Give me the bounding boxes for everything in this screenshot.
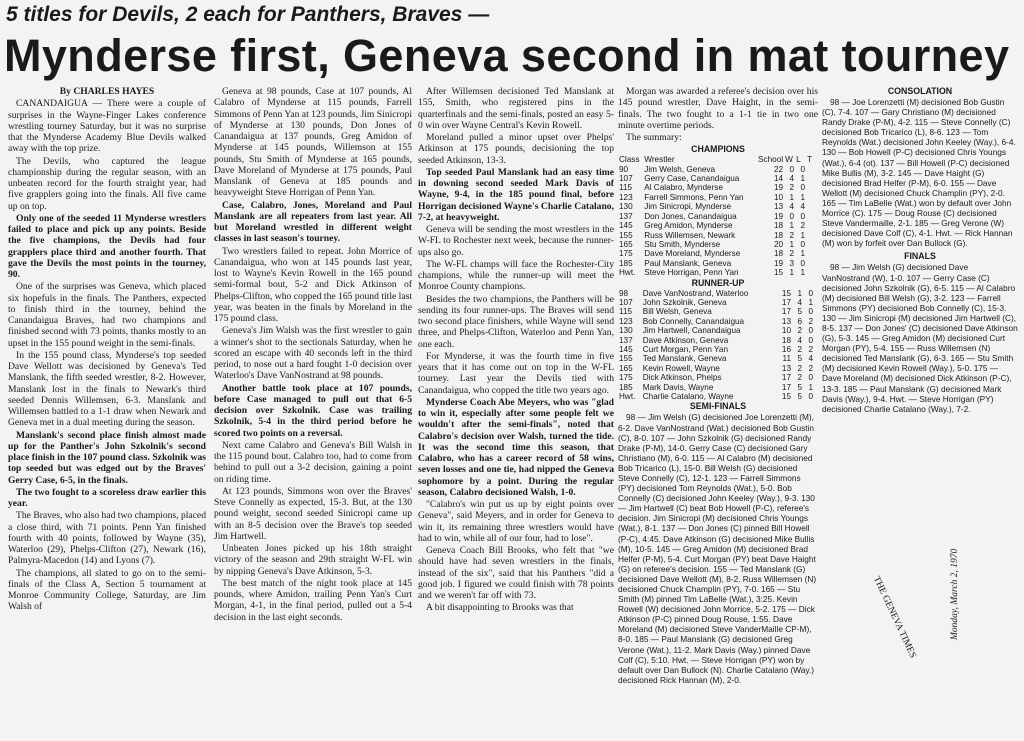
wins-cell: 10	[773, 192, 784, 202]
article-paragraph: The W-FL champs will face the Rochester-City champions, while the runner-up will meet the Monroe County champions.	[418, 258, 614, 293]
weight-class-cell: 137	[619, 335, 633, 345]
wrestler-school-cell: Jim Sinicropi, Mynderse	[644, 202, 732, 212]
weight-class-cell: 123	[619, 192, 633, 202]
losses-cell: 2	[789, 230, 795, 240]
wrestler-school-cell: Greg Amidon, Mynderse	[644, 221, 733, 231]
article-paragraph: Besides the two champions, the Panthers will be sending its four runner-ups. The Braves will send two second place finishers, while Wayne will send three, and Phelps-Clifton, Waterloo and Penn Yan, one each.	[418, 293, 614, 350]
article-paragraph: The summary:	[626, 132, 682, 143]
wins-cell: 18	[773, 221, 784, 231]
article-paragraph: Morgan was awarded a referee's decision over his 145 pound wrestler, Dave Haight, in the semi-finals. The two fought to a 1-1 tie in two one minute overtime periods.	[618, 86, 818, 131]
wrestler-school-cell: Curt Morgan, Penn Yan	[642, 344, 729, 354]
weight-class-cell: 115	[619, 307, 633, 317]
wins-cell: 17	[781, 297, 791, 307]
champions-heading: CHAMPIONS	[691, 144, 745, 155]
losses-cell: 1	[789, 268, 795, 278]
table-row	[618, 202, 814, 211]
ties-cell: 0	[808, 335, 813, 345]
table-row	[618, 249, 814, 258]
champions-table	[618, 155, 814, 277]
article-paragraph: Top seeded Paul Manslank had an easy time in downing second seeded Mark Davis of Wayne, 9-4, in the 185 pound final, before Horrigan decisioned Wayne's Charlie Catalano, 7-2, at heavyweight.	[418, 166, 614, 223]
wins-cell: 13	[781, 316, 791, 326]
ties-cell: 0	[808, 373, 813, 383]
wrestler-school-cell: Bill Welsh, Geneva	[642, 307, 712, 317]
ties-cell: 4	[808, 354, 813, 364]
losses-cell: 4	[789, 202, 795, 212]
weight-class-cell: 145	[619, 344, 633, 354]
summary-column	[618, 86, 818, 736]
table-row	[618, 354, 814, 363]
article-column-2	[214, 86, 412, 736]
results-column	[822, 86, 1018, 736]
article-paragraph: Manslank's second place finish almost made up for the Panther's John Szkolnik's second place finish in the 107 pound class. Szkolnik was top seeded but was edged out by the Braves' Gerry Case, 6-5, in the finals.	[8, 429, 206, 486]
wrestler-school-cell: Russ Willemsen, Newark	[644, 230, 736, 240]
ties-cell: 2	[800, 221, 806, 231]
weight-class-cell: 130	[619, 202, 633, 212]
table-row	[618, 174, 814, 183]
wrestler-school-cell: Jim Welsh, Geneva	[644, 164, 716, 174]
table-row	[618, 392, 814, 401]
table-row	[618, 193, 814, 202]
article-paragraph: Next came Calabro and Geneva's Bill Walsh in the 115 pound bout. Calabro too, had to come from behind to pull out a 3-2 decision, gaining a point on riding time.	[214, 439, 412, 485]
ties-cell: 1	[800, 192, 806, 202]
weight-class-cell: 145	[619, 221, 633, 231]
weight-class-cell: 155	[619, 230, 633, 240]
wrestler-school-cell: Charlie Catalano, Wayne	[642, 392, 734, 401]
losses-cell: 2	[797, 373, 802, 383]
weight-class-cell: 165	[619, 239, 633, 249]
wins-cell: 13	[773, 202, 784, 212]
wins-cell: 15	[781, 392, 791, 401]
wins-cell: 15	[773, 268, 784, 278]
losses-cell: 1	[789, 221, 795, 231]
losses-cell: 5	[797, 382, 802, 392]
article-paragraph: The Devils, who captured the league championship during the regular season, with an unbeaten record for the fourth straight year, had five grapplers going into the finals. All five came up on top.	[8, 155, 206, 212]
runnerup-table	[618, 289, 814, 402]
ties-cell: 0	[808, 392, 813, 401]
semifinals-heading: SEMI-FINALS	[689, 401, 747, 412]
article-column-1	[8, 86, 206, 736]
losses-cell: 2	[797, 344, 802, 354]
losses-cell: 4	[797, 297, 802, 307]
article-paragraph: After Willemsen decisioned Ted Manslank at 155, Smith, who registered pins in the quarterfinals and the semi-finals, posted an easy 5-0 win over Wayne Central's Kevin Rowell.	[418, 86, 614, 131]
ties-cell: 1	[800, 174, 806, 184]
finals-results: 98 — Jim Welsh (G) decisioned Dave VanNostrand (W), 1-0. 107 — Gerry Case (C) decisioned John Szkolnik (G), 6-5. 115 — Al Calabro (M) decisioned Bill Welsh (G), 3-2. 123 — Farrell Simmons (PY) decisioned Bob Connelly (C), 15-3. 130 — Jim Sinicropi (M) decisioned Jim Hartwell (C), 8-5. 137 — Don Jones' (C) decisioned Dave Atkinson (G), 5-3. 145 — Greg Amidon (M) decisioned Curt Morgan (PY), 5-4. 155 — Russ Willemsen (N) decisioned Ted Manslank (G), 6-3. 165 — Stu Smith (M) decisioned Kevin Rowell (Way.), 5-0. 175 — Dave Moreland (M) decisioned Dick Atkinson (P-C), 13-3. 185 — Paul Manslank (G) decisioned Mark Davis (Way.), 9-4. Hwt. — Steve Horrigan (PY) decisioned Charlie Catalano (Way.), 7-2.	[822, 262, 1018, 414]
table-row	[618, 183, 814, 192]
article-paragraph: The two fought to a scoreless draw earlier this year.	[8, 486, 206, 509]
weight-class-cell: 175	[619, 373, 633, 383]
wins-cell: 18	[773, 249, 784, 259]
wins-cell: 10	[781, 326, 791, 336]
article-paragraph: At 123 pounds, Simmons won over the Braves' Steve Connelly as expected, 15-3. But, at the 130 pound weight, second seeded Sinicropi came up with an 8-5 decision over the Brave's top seeded Jim Hartwell.	[214, 485, 412, 542]
losses-cell: 3	[789, 258, 795, 268]
table-row	[618, 231, 814, 240]
wins-cell: 19	[773, 183, 784, 193]
ties-cell: 4	[800, 202, 806, 212]
wrestler-school-cell: John Szkolnik, Geneva	[642, 297, 727, 307]
ties-cell: 1	[800, 268, 806, 278]
ties-cell: 1	[808, 297, 813, 307]
kicker-headline: 5 titles for Devils, 2 each for Panthers, Braves —	[6, 3, 490, 26]
table-row	[618, 259, 814, 268]
wins-cell: 17	[781, 382, 791, 392]
ties-cell: 0	[800, 239, 806, 249]
losses-cell: 5	[797, 392, 802, 401]
ties-cell: 2	[808, 363, 813, 373]
header-l: L	[796, 155, 801, 165]
losses-cell: 2	[789, 183, 795, 193]
wrestler-school-cell: Paul Manslank, Geneva	[644, 258, 732, 268]
ties-cell: 0	[800, 164, 806, 174]
article-paragraph: In the 155 pound class, Mynderse's top seeded Dave Wellott was decisioned by Geneva's Ted Manslank, the fifth seeded wrestler, 8-2. However, Manslank lost in the finals to Newark's third seeded Dennis Willemsen, 6-3. Manslank and Willemsen battled to a 1-1 draw when Newark and Geneva met in a dual meeting during the season.	[8, 349, 206, 429]
ties-cell: 2	[808, 344, 813, 354]
wins-cell: 19	[773, 258, 784, 268]
wrestler-school-cell: Don Jones, Canandaigua	[644, 211, 737, 221]
article-paragraph: Another battle took place at 107 pounds, before Case managed to pull out that 6-5 decision over Szkolnik. Case was trailing Szkolnik, 5-4 in the third period before he scored two points on a reversal.	[214, 382, 412, 439]
table-row	[618, 307, 814, 316]
consolation-results: 98 — Joe Lorenzetti (M) decisioned Bob Gustin (C), 7-4. 107 — Gary Christiano (M) decisioned Randy Drake (P-M), 4-2. 115 — Steve Connelly (C) decisioned Bob Tricarico (L), 8-6. 123 — Tom Reynolds (Wat.) decisioned John Keeley (Way.), 6-4. 130 — Bob Howell (P-C) decisioned Chris Youngs (Wat.), 6-4 (ot). 137 — Bill Howell (P-C) decisioned Mike Bullis (M), 3-2. 145 — Dave Haight (G) decisioned Brad Helfer (P-M), 6-0. 155 — Dave Wellott (M) decisioned Chuck Champlin (PY), 2-0. 165 — Tim LaBelle (Wat.) won by default over John Morrice (C). 175 — Doug Rouse (C) decisioned Steve Vandermaille, 2-1. 185 — Greg Verone (W) decisioned Dave Colf (C), 4-1. Hwt. — Rick Hannan (M) won by forfeit over Dan Bullock (G).	[822, 97, 1016, 249]
wins-cell: 11	[782, 354, 791, 364]
ties-cell: 0	[800, 211, 806, 221]
losses-cell: 1	[789, 239, 795, 249]
losses-cell: 1	[789, 192, 795, 202]
wrestler-school-cell: Dave VanNostrand, Waterloo	[642, 288, 749, 298]
ties-cell: 1	[800, 230, 806, 240]
wrestler-school-cell: Bob Connelly, Canandaigua	[642, 316, 745, 326]
weight-class-cell: 107	[619, 174, 633, 184]
losses-cell: 4	[797, 335, 802, 345]
losses-cell: 5	[797, 354, 802, 364]
losses-cell: 4	[789, 174, 795, 184]
wrestler-school-cell: Dick Atkinson, Phelps	[642, 373, 722, 383]
ties-cell: 1	[808, 382, 813, 392]
table-row	[618, 240, 814, 249]
losses-cell: 2	[797, 363, 802, 373]
semifinals-results: 98 — Jim Welsh (G) decisioned Joe Lorenzetti (M), 6-2. Dave VanNostrand (Wat.) decisioned Bob Gustin (C), 8-0. 107 — John Szkolnik (G) decisioned Randy Drake (P-M), 14-0. Gerry Case (C) decisioned Gary Christiano (M), 6-0. 115 — Al Calabro (M) decisioned Bob Tricarico (L), 15-0. Bill Welsh (G) decisioned Steve Connelly (C), 12-1. 123 — Farrell Simmons (PY) decisioned Tom Reynolds (Wat.), 5-0. Bob Connelly (C) decisioned John Keeley (Way.), 9-3. 130 — Jim Hartwell (C) beat Bob Howell (P-C), referee's decision. Jim Sinicropi (M) decisioned Chris Youngs (Wat.), 8-1. 137 — Don Jones (C) pinned Bill Howell (P-C), 4:45. Dave Atkinson (G) decisioned Mike Bullis (M), 10-5. 145 — Greg Amidon (M) decisioned Brad Helfer (P-M), 5-4. Curt Morgan (PY) beat Dave Haight (G) on referee's decision. 155 — Ted Manslank (G) decisioned Dave Wellott (M), 8-2. Russ Willemsen (N) decisioned Chuck Champlin (PY), 7-0. 165 — Stu Smith (M) pinned Tim LaBelle (Wat.), 3:25. Kevin Rowell (W) decisioned John Morrice, 5-2. 175 — Dick Atkinson (P-C) pinned Doug Rouse, 1:55. Dave Moreland (M) decisioned Steve VanderMaille CP-M), 8-0. 185 — Paul Manslank (G) decisioned Greg Verone (Wat.), 11-2. Mark Davis (Way.) pinned Dave Colf (C), 5:10. Hwt. — Steve Horrigan (PY) won by default over Dan Bullock (N). Charlie Catalano (Way.) decisioned Rick Hannan (M), 2-0.	[618, 412, 817, 685]
wrestler-school-cell: Al Calabro, Mynderse	[644, 183, 723, 193]
weight-class-cell: 185	[619, 382, 633, 392]
article-paragraph: Only one of the seeded 11 Mynderse wrestlers failed to place and pick up any points. Beside the five champions, the Devils had four grapplers place third and another fourth. That gave the Devils the most points in the tourney, 90.	[8, 212, 206, 280]
article-paragraph: For Mynderse, it was the fourth time in five years that it has come out on top in the W-FL tourney. Last year the Devils tied with Canandaigua, who copped the title two years ago.	[418, 350, 614, 396]
wrestler-school-cell: Jim Hartwell, Canandaigua	[642, 326, 741, 336]
wins-cell: 14	[773, 174, 784, 184]
article-paragraph: Geneva will be sending the most wrestlers in the W-FL to Rochester next week, because the runner-ups also go.	[418, 224, 614, 258]
wrestler-school-cell: Dave Atkinson, Geneva	[642, 335, 729, 345]
article-paragraph: Geneva's Jim Walsh was the first wrestler to gain a winner's shot to the sectionals Saturday, when he scored an escape with 40 seconds left in the third period, to nose out a hard fought 1-0 decision over Waterloo's Dave VanNostrand at 98 pounds.	[214, 325, 412, 382]
header-w: W	[785, 155, 793, 165]
table-row	[618, 364, 814, 373]
weight-class-cell: 137	[619, 211, 633, 221]
main-headline: Mynderse first, Geneva second in mat tourney	[4, 30, 1010, 81]
table-row	[618, 268, 814, 277]
article-paragraph: The champions, all slated to go on to the semi-finals of the Class A, Section 5 tournament at Monroe Community College, Saturday, are Jim Walsh of	[8, 567, 206, 613]
article-paragraph: The best match of the night took place at 145 pounds, where Amidon, trailing Penn Yan's Curt Morgan, 4-1, in the final period, pulled out a 5-4 decision in the last eight seconds.	[214, 577, 412, 623]
source-stamp: THE GENEVA TIMES	[870, 575, 918, 660]
finals-heading: FINALS	[904, 251, 936, 262]
ties-cell: 1	[800, 249, 806, 259]
article-paragraph: Moreland pulled a minor upset over Phelps' Atkinson at 175 pounds, decisioning the top seeded Atkinson, 13-3.	[418, 132, 614, 166]
wins-cell: 18	[773, 230, 784, 240]
losses-cell: 2	[797, 326, 802, 336]
article-paragraph: Unbeaten Jones picked up his 18th straight victory of the season and 29th straight W-FL win by nipping Geneva's Dave Atkinson, 5-3.	[214, 543, 412, 577]
article-paragraph: A bit disappointing to Brooks was that	[426, 602, 574, 614]
table-row	[618, 345, 814, 354]
table-row	[618, 383, 814, 392]
header-class: Class	[619, 155, 640, 165]
table-header-row	[618, 155, 814, 164]
article-paragraph: One of the surprises was Geneva, which placed six hopefuls in the finals. The Panthers, expected to finish third in the tourney, behind the Canandaigua Braves, had two champions and finished second with 73 points, thanks mostly to an upset in the 155 pound weight in the semi-finals.	[8, 281, 206, 349]
ties-cell: 0	[800, 183, 806, 193]
article-column-3	[418, 86, 614, 736]
wrestler-school-cell: Dave Moreland, Mynderse	[644, 249, 741, 259]
ties-cell: 0	[808, 288, 813, 298]
weight-class-cell: 130	[619, 326, 633, 336]
wins-cell: 13	[781, 363, 791, 373]
wrestler-school-cell: Mark Davis, Wayne	[642, 382, 714, 392]
wrestler-school-cell: Steve Horrigan, Penn Yan	[644, 268, 739, 278]
header-wrestler: Wrestler	[644, 155, 675, 165]
losses-cell: 5	[797, 307, 802, 317]
weight-class-cell: 185	[619, 258, 633, 268]
date-stamp: Monday, March 2, 1970	[950, 548, 960, 640]
losses-cell: 0	[789, 211, 795, 221]
article-paragraph: Two wrestlers failed to repeat. John Morrice of Canandaigua, who won at 145 pounds last year, lost to Wayne's Kevin Rowell in the 165 pound semi-formal bout, 5-2 and Dick Atkinson of Phelps-Clifton, who copped the 165 pound title last year, was beaten in the finals by Moreland in the 175 pound class.	[214, 245, 412, 324]
wins-cell: 18	[781, 335, 791, 345]
table-row	[618, 221, 814, 230]
table-row	[618, 317, 814, 326]
wrestler-school-cell: Ted Manslank, Geneva	[642, 354, 727, 364]
table-row	[618, 336, 814, 345]
table-row	[618, 289, 814, 298]
table-row	[618, 326, 814, 335]
wins-cell: 15	[781, 288, 791, 298]
losses-cell: 1	[797, 288, 802, 298]
wins-cell: 17	[781, 373, 791, 383]
weight-class-cell: 155	[619, 354, 633, 364]
header-school: School	[758, 155, 784, 165]
weight-class-cell: 90	[619, 164, 629, 174]
runnerup-heading: RUNNER-UP	[691, 277, 745, 288]
header-t: T	[807, 155, 813, 165]
weight-class-cell: 175	[619, 249, 633, 259]
ties-cell: 2	[808, 316, 813, 326]
article-paragraph: Mynderse Coach Abe Meyers, who was "glad to win it, especially after some people felt we wouldn't after the semi-finals", noted that Calabro's decision over Walsh, turned the tide. It was the second time this season, that Calabro, who has a career record of 58 wins, seven losses and one tie, had nipped the Geneva sophomore by a point. During the regular season, Calabro decisioned Walsh, 1-0.	[418, 396, 614, 498]
weight-class-cell: 123	[619, 316, 633, 326]
losses-cell: 2	[789, 249, 795, 259]
table-row	[618, 298, 814, 307]
weight-class-cell: 107	[619, 297, 633, 307]
article-paragraph: Geneva Coach Bill Brooks, who felt that "we should have had seven wrestlers in the finals, instead of the six", said that his Panthers "did a good job. I figured we could finish with 78 points and we weren't far off with 73.	[418, 545, 614, 601]
article-paragraph: "Calabro's win put us up by eight points over Geneva", said Meyers, and in order for Geneva to win it, its remaining three wrestlers would have had to win, while all of our four, had to lose".	[418, 499, 614, 544]
article-paragraph: The Braves, who also had two champions, placed a close third, with 71 points. Penn Yan finished fourth with 40 points, followed by Wayne (35), Waterloo (29), Phelps-Clifton (27), Newark (16), Palmyra-Macedon (14) and Lyons (7).	[8, 510, 206, 567]
wrestler-school-cell: Kevin Rowell, Wayne	[642, 363, 720, 373]
wins-cell: 20	[773, 239, 784, 249]
wrestler-school-cell: Gerry Case, Canandaigua	[644, 174, 740, 184]
ties-cell: 0	[800, 258, 806, 268]
table-row	[618, 373, 814, 382]
wrestler-school-cell: Stu Smith, Mynderse	[644, 239, 721, 249]
losses-cell: 0	[789, 164, 795, 174]
article-paragraph: Case, Calabro, Jones, Moreland and Paul Manslank are all repeaters from last year. All but Moreland wrestled in different weight classes in last season's tourney.	[214, 199, 412, 245]
ties-cell: 0	[808, 326, 813, 336]
article-paragraph: Geneva at 98 pounds, Case at 107 pounds, Al Calabro of Mynderse at 115 pounds, Farrell Simmons of Penn Yan at 123 pounds, Jim Sinicropi of Mynderse at 130 pounds, Don Jones of Canandaigua at 137 pounds, Greg Amidon of Mynderse at 145 pounds, Willemson at 155 pounds, Stu Smith of Mynderse at 165 pounds, Dave Moreland of Mynderse at 175 pounds, Paul Manslank of Geneva at 185 pounds and heavyweight Steve Horrigan of Penn Yan.	[214, 86, 412, 199]
wins-cell: 19	[773, 211, 784, 221]
wins-cell: 16	[781, 344, 791, 354]
wrestler-school-cell: Farrell Simmons, Penn Yan	[644, 192, 744, 202]
article-paragraph: CANANDAIGUA — There were a couple of surprises in the Wayne-Finger Lakes conference wrestling tourney Saturday, but it was no surprise that the Mynderse Academy Blue Devils walked away with the top prize.	[8, 98, 206, 155]
losses-cell: 6	[797, 316, 802, 326]
weight-class-cell: 115	[619, 183, 633, 193]
table-row	[618, 165, 814, 174]
weight-class-cell: 98	[619, 288, 629, 298]
byline: By CHARLES HAYES	[59, 86, 155, 97]
wins-cell: 22	[773, 164, 784, 174]
weight-class-cell: Hwt.	[619, 392, 636, 401]
consolation-heading: CONSOLATION	[887, 86, 953, 96]
weight-class-cell: 165	[619, 363, 633, 373]
wins-cell: 17	[781, 307, 791, 317]
weight-class-cell: Hwt.	[619, 268, 636, 278]
ties-cell: 0	[808, 307, 813, 317]
table-row	[618, 212, 814, 221]
